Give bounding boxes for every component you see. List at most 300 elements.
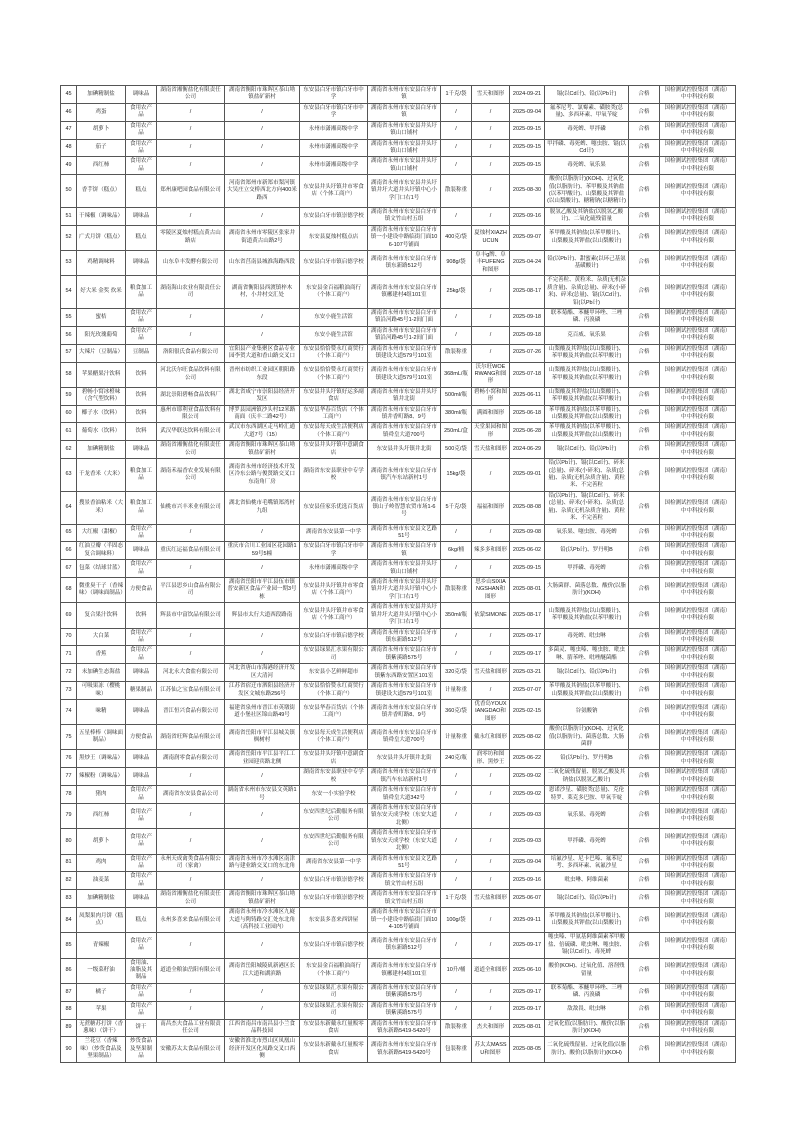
cell-manufacturer: 安徽苏太太食品有限公司	[157, 1037, 225, 1062]
cell-agency: 国检测试控股集团（湖南）中中科技有限	[660, 560, 736, 578]
cell-brand: 天堂果园和图形	[472, 423, 510, 441]
cell-spec: 350ml/瓶	[441, 603, 472, 628]
cell-category: 粮食加工品	[126, 459, 157, 492]
cell-sampled_unit: 东安县井头圩镇好运多副食店	[300, 387, 368, 405]
cell-items: 氧乐果、噻虫胺、毒死蜱	[545, 524, 629, 542]
cell-mfr_address: /	[225, 326, 300, 344]
cell-name: 无蔗糖苏打饼（香葱味）（饼干）	[77, 1019, 126, 1037]
cell-brand: /	[472, 804, 510, 829]
cell-unit_address: 湖南省永州市东安县白牙市镇郴建村4组101室	[368, 276, 441, 309]
table-row	[61, 958, 736, 983]
cell-unit_address: 湖南省永州市东安县白牙市镇文竹山村五组	[368, 890, 441, 908]
cell-category: 食用农产品	[126, 628, 157, 646]
cell-date: 2024-06-29	[510, 441, 545, 459]
inspection-results-table	[60, 85, 736, 1063]
cell-brand: /	[472, 326, 510, 344]
cell-sampled_unit: 东安四世纪后勤服务有限公司	[300, 804, 368, 829]
cell-manufacturer: /	[157, 872, 225, 890]
cell-unit_address: 湖南省永州市东安县白牙市镇文竹山村五组	[368, 872, 441, 890]
table-row	[61, 139, 736, 157]
table-row	[61, 1019, 736, 1037]
cell-result: 合格	[629, 983, 660, 1001]
cell-name: 可吸果冻（樱桃味）	[77, 682, 126, 700]
cell-category: 调味品	[126, 207, 157, 225]
cell-agency: 国检测试控股集团（湖南）中中科技有限	[660, 251, 736, 276]
cell-date: 2025-06-10	[510, 958, 545, 983]
cell-unit_address: 湖南省永州市东安县白牙市镇东新路5419-5420号	[368, 1037, 441, 1062]
cell-manufacturer: /	[157, 560, 225, 578]
cell-spec: 500克/袋	[441, 441, 472, 459]
cell-manufacturer: /	[157, 157, 225, 175]
cell-mfr_address: /	[225, 207, 300, 225]
cell-spec: 散装称重	[441, 1019, 472, 1037]
cell-sampled_unit: 湖南省东安县职业中专学校	[300, 768, 368, 786]
cell-manufacturer: 湖南润零食品有限公司	[157, 750, 225, 768]
cell-name: 胡萝卜	[77, 121, 126, 139]
cell-unit_address: 湖南省永州市东安县白牙市镇文竹山村五组	[368, 207, 441, 225]
cell-sampled_unit: 东安县白牙市镇启德学校	[300, 251, 368, 276]
cell-unit_address: 湖南省永州市东安县白牙市镇紫东西路安置区101室	[368, 664, 441, 682]
cell-no: 81	[61, 854, 77, 872]
cell-manufacturer: 湖南省湘衡盐化有限责任公司	[157, 86, 225, 104]
cell-manufacturer: 湖南海山农业有限责任公司	[157, 276, 225, 309]
cell-items: 毒死蜱、吡虫啉	[545, 628, 629, 646]
cell-manufacturer: /	[157, 646, 225, 664]
cell-date: 2025-03-21	[510, 664, 545, 682]
cell-name: 好大米 金奖 炊米	[77, 276, 126, 309]
table-row	[61, 768, 736, 786]
cell-date: 2025-09-07	[510, 225, 545, 250]
cell-agency: 国检测试控股集团（湖南）中中科技有限	[660, 682, 736, 700]
cell-mfr_address: 湖北省仙桃市毛嘴镇郑湾村九组	[225, 491, 300, 524]
cell-sampled_unit: 东安县恰恰赞永红商贸行（个体工商户）	[300, 682, 368, 700]
cell-no: 54	[61, 276, 77, 309]
cell-unit_address: 湖南省永州市东安县白牙市镇山子岭智慧农贸市场1-6号	[368, 491, 441, 524]
cell-unit_address: 湖南省永州市东安县白牙市镇东安天成学校（东安大道北侧）	[368, 804, 441, 829]
cell-name: 五星棒棒（调味面制品）	[77, 725, 126, 750]
cell-spec: 368mL/瓶	[441, 362, 472, 387]
cell-unit_address: 湖南省永州市东安县井头圩镇井圩大道井头圩镇中心小学门口右1号	[368, 603, 441, 628]
cell-sampled_unit: 永州市潇湘高级中学	[300, 157, 368, 175]
cell-sampled_unit: 东安县井头圩镇井市零食店（个体工商户）	[300, 175, 368, 208]
cell-sampled_unit: 东安县恰恰赞永红商贸行（个体工商户）	[300, 362, 368, 387]
cell-brand: /	[472, 459, 510, 492]
cell-sampled_unit: 东安县白牙市镇启德学校	[300, 628, 368, 646]
cell-mfr_address: 博罗县园洲镇沙头村12米路南面（庆丰二路42号）	[225, 405, 300, 423]
cell-sampled_unit: 东安县恰恰赞永红商贸行（个体工商户）	[300, 344, 368, 362]
cell-no: 77	[61, 768, 77, 786]
cell-name: 黑炒王（调味品）	[77, 750, 126, 768]
cell-result: 合格	[629, 387, 660, 405]
cell-spec: /	[441, 524, 472, 542]
cell-agency: 国检测试控股集团（湖南）中中科技有限	[660, 725, 736, 750]
cell-result: 合格	[629, 664, 660, 682]
cell-no: 89	[61, 1019, 77, 1037]
cell-name: 苹果醋果汁饮料	[77, 362, 126, 387]
cell-category: 食用农产品	[126, 103, 157, 121]
cell-agency: 国检测试控股集团（湖南）中中科技有限	[660, 699, 736, 724]
table-row	[61, 628, 736, 646]
table-row	[61, 225, 736, 250]
cell-name: 胡萝卜	[77, 829, 126, 854]
table-row	[61, 405, 736, 423]
table-row	[61, 251, 736, 276]
cell-category: 食用农产品	[126, 872, 157, 890]
cell-category: 调味品	[126, 750, 157, 768]
table-row	[61, 664, 736, 682]
cell-brand: 润零坊和图形、黑炒王	[472, 750, 510, 768]
table-row	[61, 578, 736, 603]
cell-items: 联苯菊酯、苯醚甲环唑、三唑磷、丙溴磷	[545, 308, 629, 326]
cell-result: 合格	[629, 872, 660, 890]
cell-date: 2025-02-15	[510, 699, 545, 724]
cell-name: 干辣椒（调味品）	[77, 207, 126, 225]
cell-items: 酸价(以脂肪计)(KOH)、过氧化值(以脂肪计)、苯甲酸及其钠盐(以苯甲酸计)、山梨酸及其钾盐(以山梨酸计)、糖精钠(以糖精计)	[545, 175, 629, 208]
cell-date: 2025-07-26	[510, 344, 545, 362]
cell-agency: 国检测试控股集团（湖南）中中科技有限	[660, 872, 736, 890]
cell-date: 2025-09-15	[510, 560, 545, 578]
cell-unit_address: 湖南省永州市东安县白牙市镇建设大道579号101室	[368, 682, 441, 700]
cell-items: 铅(以Pb计)、罗丹明B	[545, 750, 629, 768]
cell-date: 2024-09-21	[510, 86, 545, 104]
cell-sampled_unit: 东安县白牙市镇崇德学校	[300, 872, 368, 890]
cell-mfr_address: 武汉市东西湖区走马岭汇通大道7号（15）	[225, 423, 300, 441]
cell-manufacturer: 惠州市耶利亚食品饮料有限公司	[157, 405, 225, 423]
cell-sampled_unit: 湖南省东安县第一中学	[300, 524, 368, 542]
cell-no: 46	[61, 103, 77, 121]
cell-mfr_address: 重庆市合川工业园区花园路159号5幢	[225, 542, 300, 560]
cell-sampled_unit: 东安县绿果汇水果有限公司	[300, 983, 368, 1001]
cell-result: 合格	[629, 560, 660, 578]
cell-sampled_unit: 东安县东新戴永红量贩零食店	[300, 1019, 368, 1037]
cell-category: 食用农产品	[126, 308, 157, 326]
cell-result: 合格	[629, 786, 660, 804]
cell-brand: /	[472, 308, 510, 326]
cell-unit_address: 湖南省永州市东安县井头圩镇山口铺村	[368, 121, 441, 139]
cell-result: 合格	[629, 405, 660, 423]
cell-items: 酸价(KOH)、过氧化值、溶剂残留量	[545, 958, 629, 983]
table-row	[61, 786, 736, 804]
cell-name: 红油豆瓣（半固态复合调味料）	[77, 542, 126, 560]
cell-mfr_address: /	[225, 983, 300, 1001]
cell-manufacturer: /	[157, 933, 225, 958]
cell-agency: 国检测试控股集团（湖南）中中科技有限	[660, 804, 736, 829]
cell-unit_address: 湖南省永州市东安县白牙市镇东新路512号	[368, 251, 441, 276]
cell-brand: 阜丰g牌、阜丰FUFENG和图形	[472, 251, 510, 276]
cell-name: 鸡精调味料	[77, 251, 126, 276]
cell-no: 85	[61, 933, 77, 958]
cell-result: 合格	[629, 362, 660, 387]
cell-items: 二氧化硫残留量、脱氢乙酸及其钠盐(以脱氢乙酸计)	[545, 768, 629, 786]
cell-no: 66	[61, 542, 77, 560]
cell-agency: 国检测试控股集团（湖南）中中科技有限	[660, 157, 736, 175]
cell-items: 二氧化硫残留量、过氧化值(以脂肪计)、酸价(以脂肪计)(KOH)	[545, 1037, 629, 1062]
cell-agency: 国检测试控股集团（湖南）中中科技有限	[660, 362, 736, 387]
cell-brand: 戴永红和图形	[472, 725, 510, 750]
cell-items: 甲拌磷、毒死蜱、噻虫胺、镉(以Cd计)	[545, 139, 629, 157]
cell-agency: 国检测试控股集团（湖南）中中科技有限	[660, 1037, 736, 1062]
cell-unit_address: 湖南省永州市东安县白牙市镇沿河路45号1-2间门面	[368, 326, 441, 344]
cell-manufacturer: /	[157, 1001, 225, 1019]
cell-result: 合格	[629, 86, 660, 104]
cell-mfr_address: /	[225, 804, 300, 829]
cell-sampled_unit: 东安县小艺鲜鲜超市	[300, 664, 368, 682]
cell-result: 合格	[629, 933, 660, 958]
cell-spec: 250mL/盒	[441, 423, 472, 441]
cell-brand: /	[472, 157, 510, 175]
cell-items: 大肠菌群、菌落总数、酸价(以脂肪计)(KOH)	[545, 578, 629, 603]
cell-spec: /	[441, 560, 472, 578]
cell-manufacturer: 永州多喜来食品有限公司	[157, 908, 225, 933]
cell-result: 合格	[629, 958, 660, 983]
cell-category: 粮食加工品	[126, 491, 157, 524]
cell-brand: 思乡山SIXIANGSHAN和图形	[472, 578, 510, 603]
cell-agency: 国检测试控股集团（湖南）中中科技有限	[660, 1001, 736, 1019]
cell-manufacturer: 湖南省湘衡盐化有限责任公司	[157, 441, 225, 459]
cell-manufacturer: 武汉华联达饮料有限公司	[157, 423, 225, 441]
cell-unit_address: 湖南省永州市东安县白牙市镇东新路512号	[368, 933, 441, 958]
cell-manufacturer: /	[157, 121, 225, 139]
cell-items: 铅(以Pb计)、镉(以Cd计)、碎米(总量)、碎米(小碎米)、杂质(总量)、杂质(无机杂质含量)、黄粒米、不完善粒	[545, 459, 629, 492]
cell-date: 2025-08-01	[510, 1019, 545, 1037]
cell-category: 饼干	[126, 1019, 157, 1037]
cell-date: 2025-07-07	[510, 682, 545, 700]
cell-category: 食用农产品	[126, 646, 157, 664]
cell-spec: /	[441, 786, 472, 804]
cell-result: 合格	[629, 139, 660, 157]
cell-manufacturer: /	[157, 983, 225, 1001]
cell-no: 78	[61, 786, 77, 804]
cell-manufacturer: 湖南省旺辉食品有限公司	[157, 725, 225, 750]
cell-sampled_unit: 东安县绿果汇水果有限公司	[300, 1001, 368, 1019]
table-row	[61, 459, 736, 492]
cell-items: 镉(以Cd计)、铅(以Pb计)	[545, 86, 629, 104]
cell-brand: 依蒙SIMONE	[472, 603, 510, 628]
cell-no: 52	[61, 225, 77, 250]
cell-agency: 国检测试控股集团（湖南）中中科技有限	[660, 175, 736, 208]
cell-date: 2025-09-17	[510, 933, 545, 958]
cell-category: 食用农产品	[126, 139, 157, 157]
cell-items: 铅(以Pb计)、镉(以Cd计)、碎米(总量)、碎米(小碎米)、杂质(总量)、杂质(无机杂质含量)、黄粒米、不完善粒	[545, 491, 629, 524]
cell-category: 调味品	[126, 86, 157, 104]
cell-unit_address: 湖南省永州市东安县白牙市镇紫溪路575号	[368, 1001, 441, 1019]
cell-name: 辣椒粉（调味品）	[77, 768, 126, 786]
cell-mfr_address: 宜阳县产业集聚区食品专业园李贺大道和香山路交叉口	[225, 344, 300, 362]
cell-agency: 国检测试控股集团（湖南）中中科技有限	[660, 646, 736, 664]
cell-spec: /	[441, 646, 472, 664]
cell-category: 食用农产品	[126, 804, 157, 829]
cell-agency: 国检测试控股集团（湖南）中中科技有限	[660, 768, 736, 786]
cell-manufacturer: 河北永大食盐有限公司	[157, 664, 225, 682]
cell-result: 合格	[629, 854, 660, 872]
cell-category: 饮料	[126, 405, 157, 423]
cell-result: 合格	[629, 1019, 660, 1037]
cell-manufacturer: 郑州康吧园食品有限公司	[157, 175, 225, 208]
cell-unit_address: 湖南省永州市东安县白牙市镇	[368, 86, 441, 104]
cell-result: 合格	[629, 251, 660, 276]
cell-category: 调味品	[126, 542, 157, 560]
cell-items: 苯甲酸及其钠盐(以苯甲酸计)、山梨酸及其钾盐(以山梨酸计)	[545, 682, 629, 700]
cell-sampled_unit: 东安县白牙市镇启德学校	[300, 933, 368, 958]
cell-brand: 道道全和图形	[472, 958, 510, 983]
cell-items: 过氧化值(以脂肪计)、酸价(以脂肪计)(KOH)	[545, 1019, 629, 1037]
cell-agency: 国检测试控股集团（湖南）中中科技有限	[660, 308, 736, 326]
cell-no: 63	[61, 459, 77, 492]
cell-name: 茄子	[77, 139, 126, 157]
cell-spec: 500ml/瓶	[441, 387, 472, 405]
cell-brand: /	[472, 139, 510, 157]
cell-name: 阳光玫瑰葡萄	[77, 326, 126, 344]
table-row	[61, 725, 736, 750]
cell-result: 合格	[629, 441, 660, 459]
cell-spec: 380ml/瓶	[441, 405, 472, 423]
cell-no: 60	[61, 405, 77, 423]
cell-manufacturer: /	[157, 326, 225, 344]
cell-spec: /	[441, 157, 472, 175]
cell-spec: /	[441, 983, 472, 1001]
cell-items: 铅(以Pb计)、罗丹明B	[545, 542, 629, 560]
cell-name: 葡萄水（饮料）	[77, 423, 126, 441]
cell-items: 恩诺沙星、磺胺类(总量)、克伦特罗、莱克多巴胺、甲氧苄啶	[545, 786, 629, 804]
cell-name: 凤梨果肉月饼（糕点）	[77, 908, 126, 933]
cell-category: 方便食品	[126, 725, 157, 750]
table-row	[61, 699, 736, 724]
cell-sampled_unit: 湖南省东安县职业中专学校	[300, 459, 368, 492]
cell-mfr_address: /	[225, 103, 300, 121]
cell-agency: 国检测试控股集团（湖南）中中科技有限	[660, 603, 736, 628]
cell-spec: 包装称重	[441, 1037, 472, 1062]
cell-agency: 国检测试控股集团（湖南）中中科技有限	[660, 405, 736, 423]
cell-date: 2025-09-11	[510, 908, 545, 933]
cell-manufacturer: /	[157, 308, 225, 326]
cell-spec: 散装称重	[441, 175, 472, 208]
cell-name: 大辣片（豆制品）	[77, 344, 126, 362]
cell-name: 蜜桔	[77, 308, 126, 326]
cell-date: 2025-09-15	[510, 121, 545, 139]
cell-name: 广式月饼（糕点）	[77, 225, 126, 250]
cell-items: 氧乐果、毒死蜱	[545, 804, 629, 829]
cell-spec: /	[441, 933, 472, 958]
cell-sampled_unit: 东安县每天成生活便利店（个体工商户）	[300, 423, 368, 441]
cell-name: 香芋饼（糕点）	[77, 175, 126, 208]
cell-agency: 国检测试控股集团（湖南）中中科技有限	[660, 628, 736, 646]
cell-agency: 国检测试控股集团（湖南）中中科技有限	[660, 983, 736, 1001]
cell-brand: 雪天盐和图形	[472, 890, 510, 908]
cell-agency: 国检测试控股集团（湖南）中中科技有限	[660, 326, 736, 344]
cell-category: 食用农产品	[126, 524, 157, 542]
cell-manufacturer: 山东阜丰发酵有限公司	[157, 251, 225, 276]
cell-unit_address: 湖南省永州市东安县井头圩镇井北街	[368, 387, 441, 405]
cell-name: 碧畅小窝冰橙味（含气型饮料）	[77, 387, 126, 405]
cell-sampled_unit: 东安县夏烛村糕点店	[300, 225, 368, 250]
cell-spec: /	[441, 804, 472, 829]
cell-sampled_unit: 东安县金百福粮油商行（个体工商户）	[300, 958, 368, 983]
cell-no: 64	[61, 491, 77, 524]
cell-date: 2025-09-03	[510, 829, 545, 854]
cell-agency: 国检测试控股集团（湖南）中中科技有限	[660, 542, 736, 560]
cell-result: 合格	[629, 1001, 660, 1019]
cell-brand: 雪天盐和图形	[472, 441, 510, 459]
cell-date: 2025-06-28	[510, 423, 545, 441]
cell-brand: 碧畅小窝和图形	[472, 387, 510, 405]
cell-mfr_address: /	[225, 524, 300, 542]
cell-sampled_unit: 东安县井头圩镇井市零食店（个体工商户）	[300, 578, 368, 603]
cell-date: 2025-09-17	[510, 1001, 545, 1019]
cell-agency: 国检测试控股集团（湖南）中中科技有限	[660, 139, 736, 157]
cell-spec: 15kg/袋	[441, 459, 472, 492]
cell-sampled_unit: 东安县白牙市镇崇德学校	[300, 207, 368, 225]
cell-manufacturer: 道道全粮油岳阳有限公司	[157, 958, 225, 983]
cell-result: 合格	[629, 157, 660, 175]
cell-brand: /	[472, 768, 510, 786]
cell-unit_address: 湖南省永州市东安县白牙市镇建设大道579号101室	[368, 362, 441, 387]
cell-items: 吡虫啉、阿维菌素	[545, 872, 629, 890]
cell-unit_address: 湖南省永州市东安县白牙市镇舜皇大道342号	[368, 786, 441, 804]
cell-items: 镉(以Cd计)、铅(以Pb计)	[545, 664, 629, 682]
cell-spec: /	[441, 872, 472, 890]
cell-unit_address: 湖南省永州市东安县白牙市镇建设大道579号101室	[368, 344, 441, 362]
table-row	[61, 646, 736, 664]
cell-items: 培氟沙星、尼卡巴嗪、氟苯尼考、多西环素、氧氟沙星	[545, 854, 629, 872]
cell-manufacturer: 河北沃尔旺食品饮料有限公司	[157, 362, 225, 387]
table-row	[61, 326, 736, 344]
cell-spec: 6kg/桶	[441, 542, 472, 560]
cell-manufacturer: 永州天成禽类食品有限公司（家禽）	[157, 854, 225, 872]
cell-items: 苯甲酸及其钠盐(以苯甲酸计)、山梨酸及其钾盐(以山梨酸计)	[545, 423, 629, 441]
table-row	[61, 121, 736, 139]
table-row	[61, 276, 736, 309]
cell-name: 鸡肉	[77, 854, 126, 872]
table-row	[61, 872, 736, 890]
cell-spec: 1千克/袋	[441, 890, 472, 908]
cell-manufacturer: /	[157, 207, 225, 225]
cell-manufacturer: /	[157, 829, 225, 854]
cell-date: 2025-09-16	[510, 872, 545, 890]
cell-agency: 国检测试控股集团（湖南）中中科技有限	[660, 578, 736, 603]
cell-mfr_address: 河北省唐山市海港经济开发区大清河	[225, 664, 300, 682]
cell-mfr_address: 湖南省衡阳县西渡镇梓木村，小井村交汇处	[225, 276, 300, 309]
cell-sampled_unit: 东安县金百福粮油商行（个体工商户）	[300, 276, 368, 309]
cell-spec: 10升/桶	[441, 958, 472, 983]
table-row	[61, 908, 736, 933]
cell-sampled_unit: 东安县绿果汇水果有限公司	[300, 646, 368, 664]
cell-mfr_address: /	[225, 560, 300, 578]
cell-items: 甲拌磷、毒死蜱	[545, 560, 629, 578]
cell-no: 74	[61, 699, 77, 724]
cell-result: 合格	[629, 459, 660, 492]
cell-category: 糕点	[126, 175, 157, 208]
cell-items: 山梨酸及其钾盐(以山梨酸计)、苯甲酸及其钠盐(以苯甲酸计)	[545, 387, 629, 405]
cell-name: 鸡蛋	[77, 103, 126, 121]
cell-sampled_unit: 东安县东新戴永红量贩零食店	[300, 1037, 368, 1062]
cell-name: 大红椒（甜椒）	[77, 524, 126, 542]
cell-brand: /	[472, 175, 510, 208]
cell-items: 不完善粒、黄粒米、杂质(无机杂质含量)、杂质(总量)、碎米(小碎米)、碎米(总量)、镉(以Cd计)、铅(以Pb计)	[545, 276, 629, 309]
cell-category: 食用农产品	[126, 829, 157, 854]
cell-no: 58	[61, 362, 77, 387]
cell-agency: 国检测试控股集团（湖南）中中科技有限	[660, 664, 736, 682]
cell-spec: 1千克/袋	[441, 86, 472, 104]
cell-agency: 国检测试控股集团（湖南）中中科技有限	[660, 276, 736, 309]
cell-mfr_address: /	[225, 872, 300, 890]
cell-sampled_unit: 东安县井头圩镇中意副食店	[300, 441, 368, 459]
cell-no: 76	[61, 750, 77, 768]
cell-category: 饮料	[126, 603, 157, 628]
cell-no: 82	[61, 872, 77, 890]
cell-unit_address: 东安县井头圩镇井北街	[368, 441, 441, 459]
cell-manufacturer: 仙桃市兴丰米业有限公司	[157, 491, 225, 524]
cell-spec: 25kg/袋	[441, 276, 472, 309]
